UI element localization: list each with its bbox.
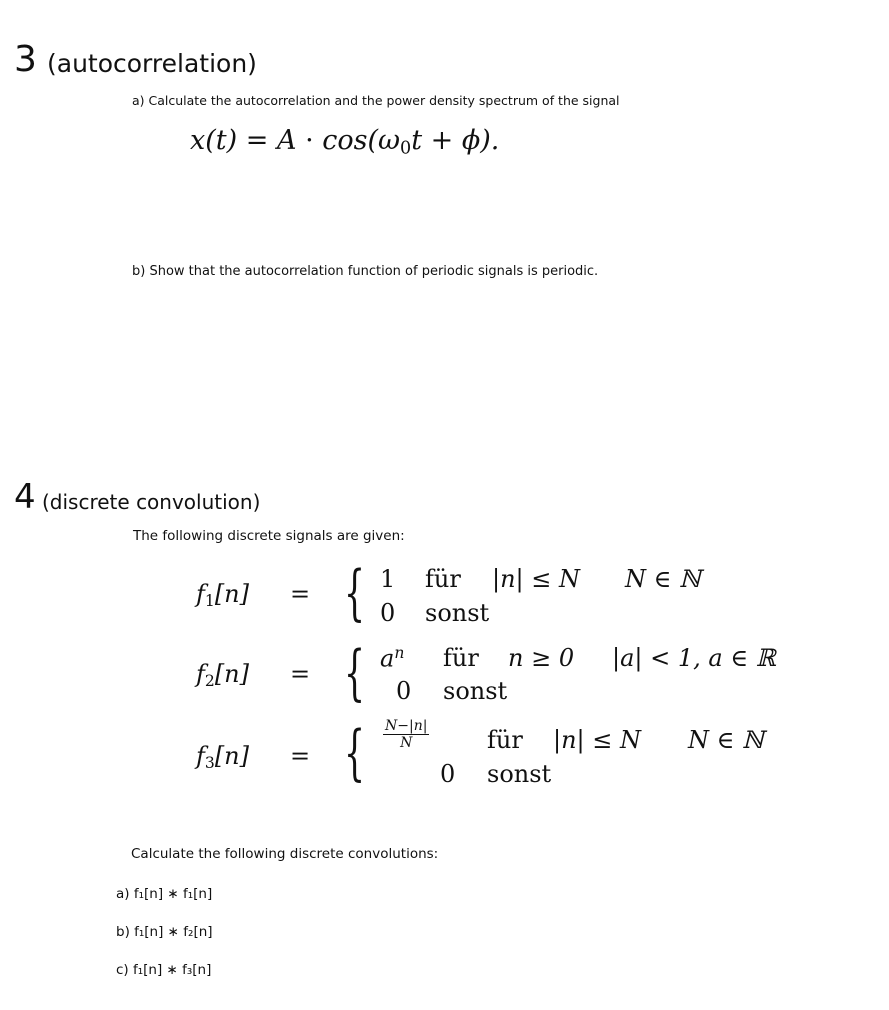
f2-brace: { xyxy=(344,638,366,708)
f1-case2-text: sonst xyxy=(425,599,490,627)
f1-sub: 1 xyxy=(204,591,215,610)
section-4-intro: The following discrete signals are given: xyxy=(133,528,405,544)
f1-case1-value: 1 xyxy=(380,565,396,593)
f3-case2-text: sonst xyxy=(487,760,552,788)
convolution-intro: Calculate the following discrete convolutions: xyxy=(131,846,439,862)
f1-case1-fur: für xyxy=(425,565,461,593)
f1-brace: { xyxy=(344,558,366,628)
convolution-task-b: b) f₁[n] ∗ f₂[n] xyxy=(116,924,213,940)
equation-omega-sub: 0 xyxy=(400,138,412,159)
f3-arg: [n] xyxy=(214,742,249,770)
f3-case1-fur: für xyxy=(487,726,523,754)
f3-fraction-denominator: N xyxy=(400,735,413,751)
f1-lhs xyxy=(196,580,249,610)
f2-equals: = xyxy=(290,660,311,688)
section-3-title: (autocorrelation) xyxy=(47,49,257,78)
f3-case1-extra: N ∈ ℕ xyxy=(688,726,764,754)
f1-arg: [n] xyxy=(214,580,249,608)
section-3-number: 3 xyxy=(14,39,37,80)
equation-lhs: x(t) xyxy=(190,125,238,156)
f1-symbol: f xyxy=(196,580,205,608)
f2-lhs xyxy=(196,660,249,690)
f3-equals: = xyxy=(290,742,311,770)
task-3a-text: a) Calculate the autocorrelation and the power density spectrum of the signal xyxy=(132,93,620,108)
f3-fraction-numerator: N−|n| xyxy=(385,718,428,734)
equation-equals: = xyxy=(245,125,269,156)
convolution-task-c: c) f₁[n] ∗ f₃[n] xyxy=(116,962,212,978)
f3-case1-condition: |n| ≤ N xyxy=(553,726,641,754)
f2-case2-value: 0 xyxy=(396,677,412,705)
f2-case1-exponent: n xyxy=(394,644,405,662)
equation-dot: · xyxy=(305,125,314,156)
f1-case1-condition: |n| ≤ N xyxy=(492,565,580,593)
equation-rest: t + ϕ). xyxy=(411,125,500,156)
convolution-task-a: a) f₁[n] ∗ f₁[n] xyxy=(116,886,213,902)
f1-case2-value: 0 xyxy=(380,599,396,627)
f3-sub: 3 xyxy=(204,753,215,772)
f3-symbol: f xyxy=(196,742,205,770)
section-4-title: (discrete convolution) xyxy=(42,490,261,514)
equation-amplitude: A xyxy=(276,125,297,156)
f2-arg: [n] xyxy=(214,660,249,688)
f2-case1-fur: für xyxy=(443,644,479,672)
f2-sub: 2 xyxy=(204,671,215,690)
task-3b-text: b) Show that the autocorrelation function of periodic signals is periodic. xyxy=(132,264,599,279)
f2-case1-condition: n ≥ 0 xyxy=(508,644,575,672)
f2-case1-extra: |a| < 1, a ∈ ℝ xyxy=(612,644,776,672)
f2-symbol: f xyxy=(196,660,205,688)
f2-case1-base: a xyxy=(380,644,395,673)
f2-case1-value xyxy=(380,644,404,673)
f3-brace: { xyxy=(344,718,366,788)
f3-case1-fraction xyxy=(383,718,429,751)
section-4-number: 4 xyxy=(14,477,36,517)
f1-case1-extra: N ∈ ℕ xyxy=(625,565,701,593)
f1-equals: = xyxy=(290,580,311,608)
f2-case2-text: sonst xyxy=(443,677,508,705)
equation-cos: cos(ω xyxy=(322,125,401,156)
f3-lhs xyxy=(196,742,249,772)
f3-case2-value: 0 xyxy=(440,760,456,788)
signal-equation xyxy=(190,124,499,165)
